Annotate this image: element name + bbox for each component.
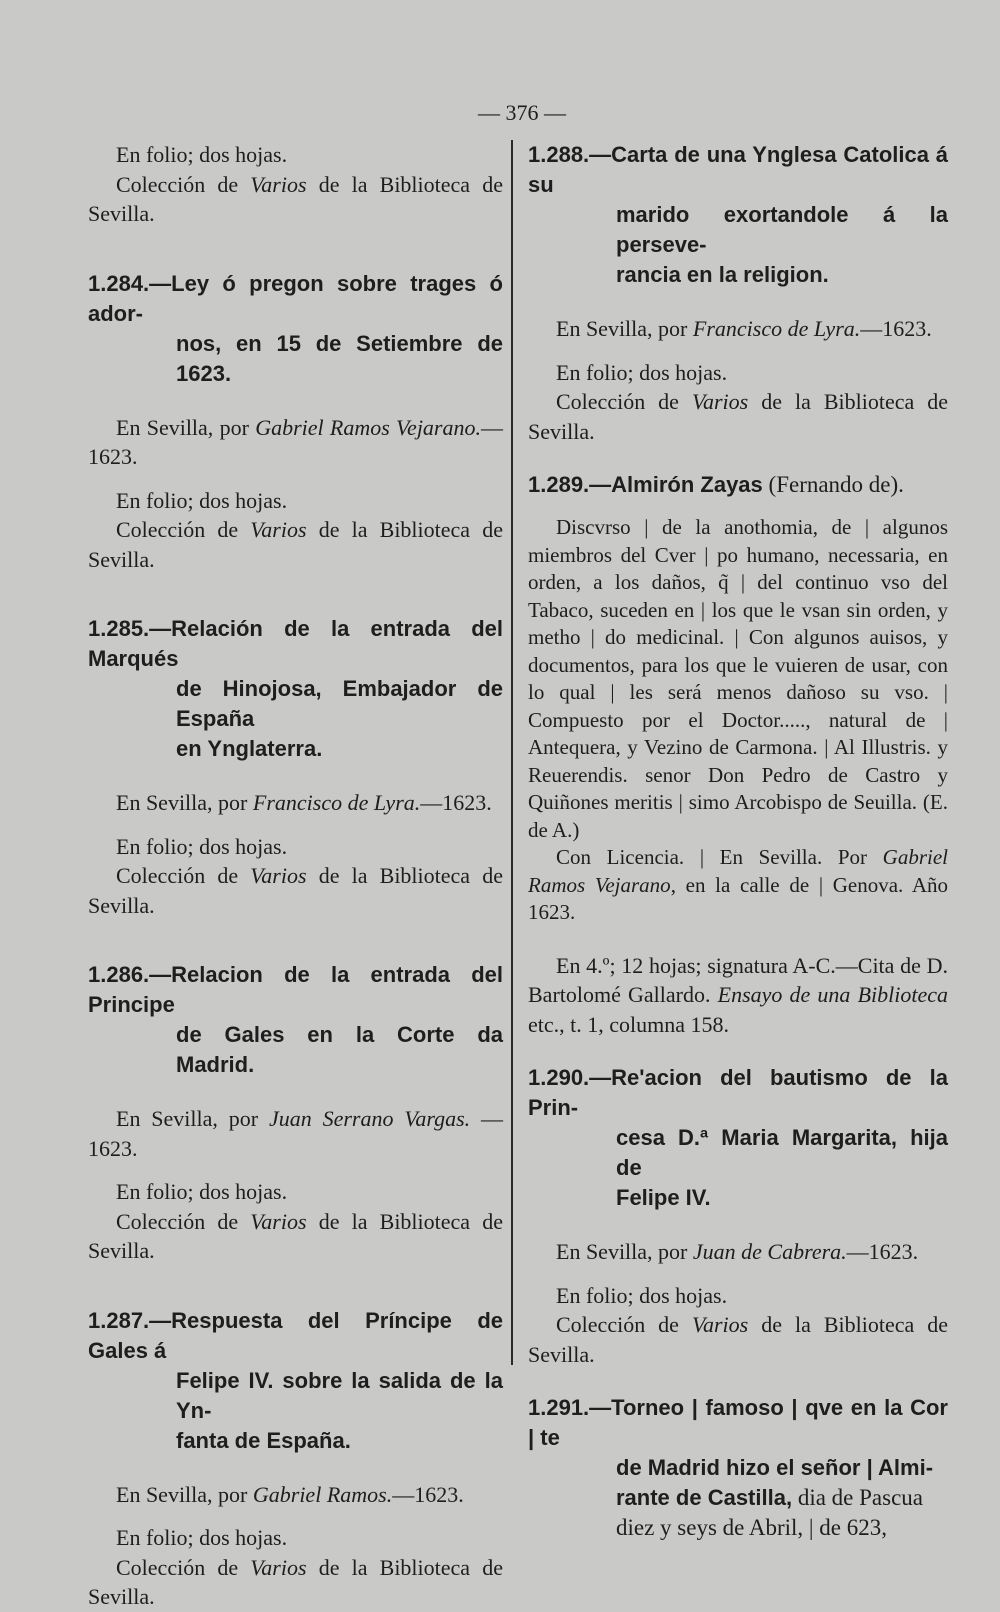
imprint-line: En Sevilla, por Francisco de Lyra.—1623. [116, 790, 492, 815]
collection-line: Colección de Varios de la Biblioteca de Sevilla. [88, 1554, 503, 1609]
entry-1284-title: 1.284.—Ley ó pregon sobre trages ó ador- nos, en 15 de Setiembre de 1623. [88, 270, 503, 386]
entry-1287-title: 1.287.—Respuesta del Príncipe de Gales á Felipe IV. sobre la salida de la Yn- fanta de España. [88, 1307, 503, 1453]
entry-1285-title: 1.285.—Relación de la entrada del Marqués de Hinojosa, Embajador de España en Ynglaterra. [88, 616, 503, 761]
collection-line: Colección de Varios de la Biblioteca de Sevilla. [88, 1208, 503, 1263]
collection-line: Colección de Varios de la Biblioteca de Sevilla. [528, 1312, 948, 1367]
collection-line: Colección de Varios de la Biblioteca de Sevilla. [88, 171, 503, 226]
entry-number: 1.287. [88, 1307, 150, 1333]
entry-number: 1.286. [88, 962, 150, 987]
entry-1289-title: 1.289.—Almirón Zayas (Fernando de). [528, 472, 904, 497]
format-line: En folio; dos hojas. [116, 833, 288, 859]
entry-1289-description: Discvrso | de la anothomia, de | algunos miembros del Cver | po humano, necessaria, en orden, a los daños, q̃ | del continuo vso del Tabaco, suceden en | los que le vsan sin orden, y metho | do medicinal. | Con algunos auisos, y documentos, para los que le vuieren de usar, con lo qual | les será menos dañoso su vso. | Compuesto por el Doctor....., natural de | Antequera, y Vezino de Carmona. | Al Illustris. y Reuerendis. senor Don Pedro de Castro y Quiñones meritis | simo Arcobispo de Seuilla. (E. de A.) [528, 515, 948, 842]
column-divider [511, 140, 513, 1365]
format-line: En folio; dos hojas. [116, 487, 288, 513]
entry-number: 1.291. [528, 1395, 590, 1420]
entry-1291-title: 1.291.—Torneo | famoso | qve en la Cor | te de Madrid hizo el señor | Almi- rante de Castilla, dia de Pascua diez y seys de Abril, | de 623, [528, 1395, 948, 1540]
format-line: En folio; dos hojas. [116, 142, 288, 167]
collection-line: Colección de Varios de la Biblioteca de Sevilla. [528, 389, 948, 444]
entry-1290-title: 1.290.—Re'acion del bautismo de la Prin- cesa D.ª Maria Margarita, hija de Felipe IV. [528, 1065, 948, 1210]
format-line: En folio; dos hojas. [556, 359, 728, 385]
page-number: — 376 — [478, 100, 566, 125]
imprint-line: En Sevilla, por Juan Serrano Vargas. — 1623. [88, 1106, 503, 1161]
entry-number: 1.290. [528, 1065, 590, 1090]
entry-1288-title: 1.288.—Carta de una Ynglesa Catolica á su marido exortandole á la perseve- rancia en la religion. [528, 142, 948, 287]
format-line: En folio; dos hojas. [116, 1525, 288, 1550]
entry-1286-title: 1.286.—Relacion de la entrada del Principe de Gales en la Corte da Madrid. [88, 962, 503, 1077]
entry-number: 1.285. [88, 616, 150, 641]
entry-number: 1.289. [528, 472, 590, 497]
right-column [528, 140, 948, 1543]
collection-line: Colección de Varios de la Biblioteca de Sevilla. [88, 863, 503, 918]
format-line: En folio; dos hojas. [116, 1179, 288, 1204]
format-line: En folio; dos hojas. [556, 1282, 728, 1308]
imprint-line: En Sevilla, por Francisco de Lyra.—1623. [556, 316, 932, 341]
collection-line: Colección de Varios de la Biblioteca de Sevilla. [88, 517, 503, 572]
license-line: Con Licencia. | En Sevilla. Por Gabriel Ramos Vejarano, en la calle de | Genova. Año 1623. [528, 845, 948, 924]
entry-number: 1.288. [528, 142, 590, 167]
left-column [88, 140, 503, 1612]
imprint-line: En Sevilla, por Gabriel Ramos Vejarano.— 1623. [88, 414, 503, 469]
imprint-line: En Sevilla, por Juan de Cabrera.—1623. [556, 1239, 919, 1264]
entry-number: 1.284. [88, 270, 150, 296]
entry-1289-note: En 4.º; 12 hojas; signatura A-C.—Cita de D. Bartolomé Gallardo. Ensayo de una Biblioteca etc., t. 1, columna 158. [528, 952, 948, 1037]
imprint-line: En Sevilla, por Gabriel Ramos.—1623. [116, 1481, 464, 1507]
